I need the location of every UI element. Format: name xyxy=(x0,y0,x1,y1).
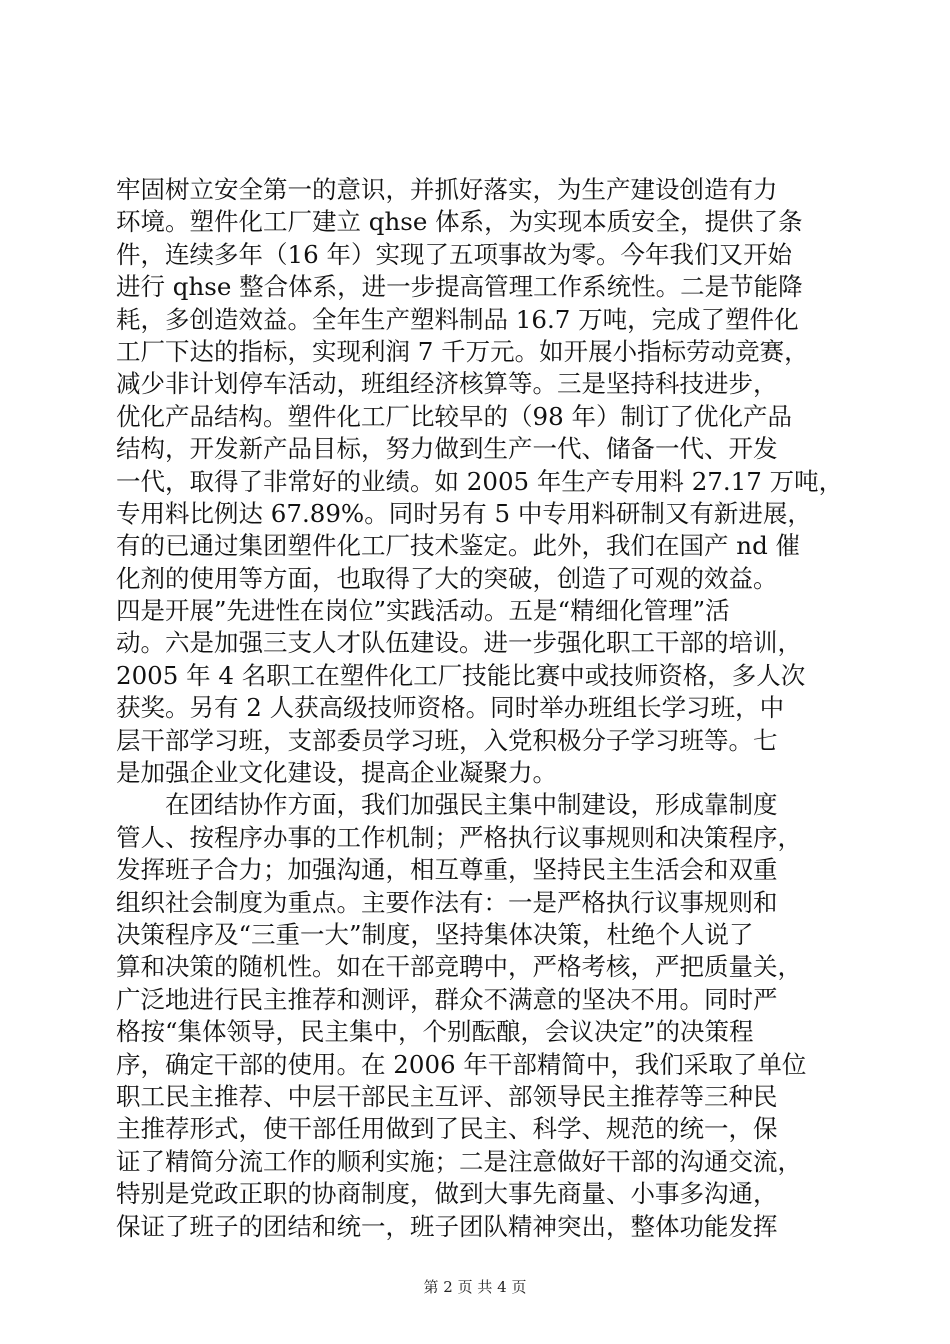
text-line: 管人、按程序办事的工作机制；严格执行议事规则和决策程序， xyxy=(116,822,802,852)
text-line: 进行 qhse 整合体系，进一步提高管理工作系统性。二是节能降 xyxy=(116,272,803,302)
text-line: 耗，多创造效益。全年生产塑料制品 16.7 万吨，完成了塑件化 xyxy=(116,304,799,334)
text-line: 特别是党政正职的协商制度，做到大事先商量、小事多沟通， xyxy=(116,1179,778,1209)
text-line: 主推荐形式，使干部任用做到了民主、科学、规范的统一，保 xyxy=(116,1114,778,1144)
text-line: 牢固树立安全第一的意识，并抓好落实，为生产建设创造有力 xyxy=(116,175,778,204)
text-line: 化剂的使用等方面，也取得了大的突破，创造了可观的效益。 xyxy=(116,563,778,593)
text-line: 组织社会制度为重点。主要作法有：一是严格执行议事规则和 xyxy=(116,887,778,917)
text-line: 算和决策的随机性。如在干部竞聘中，严格考核，严把质量关， xyxy=(116,952,802,982)
text-line: 层干部学习班，支部委员学习班，入党积极分子学习班等。七 xyxy=(116,725,778,755)
text-line: 发挥班子合力；加强沟通，相互尊重，坚持民主生活会和双重 xyxy=(116,855,778,885)
text-line: 动。六是加强三支人才队伍建设。进一步强化职工干部的培训， xyxy=(116,628,802,658)
text-line: 保证了班子的团结和统一，班子团队精神突出，整体功能发挥 xyxy=(116,1211,778,1241)
text-line: 是加强企业文化建设，提高企业凝聚力。 xyxy=(116,758,557,788)
text-line: 广泛地进行民主推荐和测评，群众不满意的坚决不用。同时严 xyxy=(116,984,778,1014)
body-text xyxy=(116,174,844,1243)
text-line: 序，确定干部的使用。在 2006 年干部精简中，我们采取了单位 xyxy=(116,1049,807,1079)
text-line: 工厂下达的指标，实现利润 7 千万元。如开展小指标劳动竞赛， xyxy=(116,336,809,366)
text-line: 格按“集体领导，民主集中，个别酝酿，会议决定”的决策程 xyxy=(116,1017,754,1047)
text-line: 结构，开发新产品目标，努力做到生产一代、储备一代、开发 xyxy=(116,434,778,464)
page-number-footer: 第 2 页 共 4 页 xyxy=(423,1278,527,1296)
text-line: 专用料比例达 67.89%。同时另有 5 中专用料研制又有新进展， xyxy=(116,498,812,528)
text-line: 2005 年 4 名职工在塑件化工厂技能比赛中或技师资格，多人次 xyxy=(116,660,806,690)
text-line: 件，连续多年（16 年）实现了五项事故为零。今年我们又开始 xyxy=(116,239,792,269)
text-line: 优化产品结构。塑件化工厂比较早的（98 年）制订了优化产品 xyxy=(116,401,792,431)
text-line: 获奖。另有 2 人获高级技师资格。同时举办班组长学习班，中 xyxy=(116,693,785,723)
text-line: 决策程序及“三重一大”制度，坚持集体决策，杜绝个人说了 xyxy=(116,919,754,949)
text-line: 职工民主推荐、中层干部民主互评、部领导民主推荐等三种民 xyxy=(116,1081,778,1111)
text-line: 减少非计划停车活动，班组经济核算等。三是坚持科技进步， xyxy=(116,369,778,399)
text-line: 一代，取得了非常好的业绩。如 2005 年生产专用料 27.17 万吨， xyxy=(116,466,844,496)
text-line: 四是开展”先进性在岗位”实践活动。五是“精细化管理”活 xyxy=(116,596,730,626)
text-line: 在团结协作方面，我们加强民主集中制建设，形成靠制度 xyxy=(116,790,778,820)
text-line: 环境。塑件化工厂建立 qhse 体系，为实现本质安全，提供了条 xyxy=(116,207,803,237)
text-line: 有的已通过集团塑件化工厂技术鉴定。此外，我们在国产 nd 催 xyxy=(116,531,801,561)
text-line: 证了精简分流工作的顺利实施；二是注意做好干部的沟通交流， xyxy=(116,1146,802,1176)
